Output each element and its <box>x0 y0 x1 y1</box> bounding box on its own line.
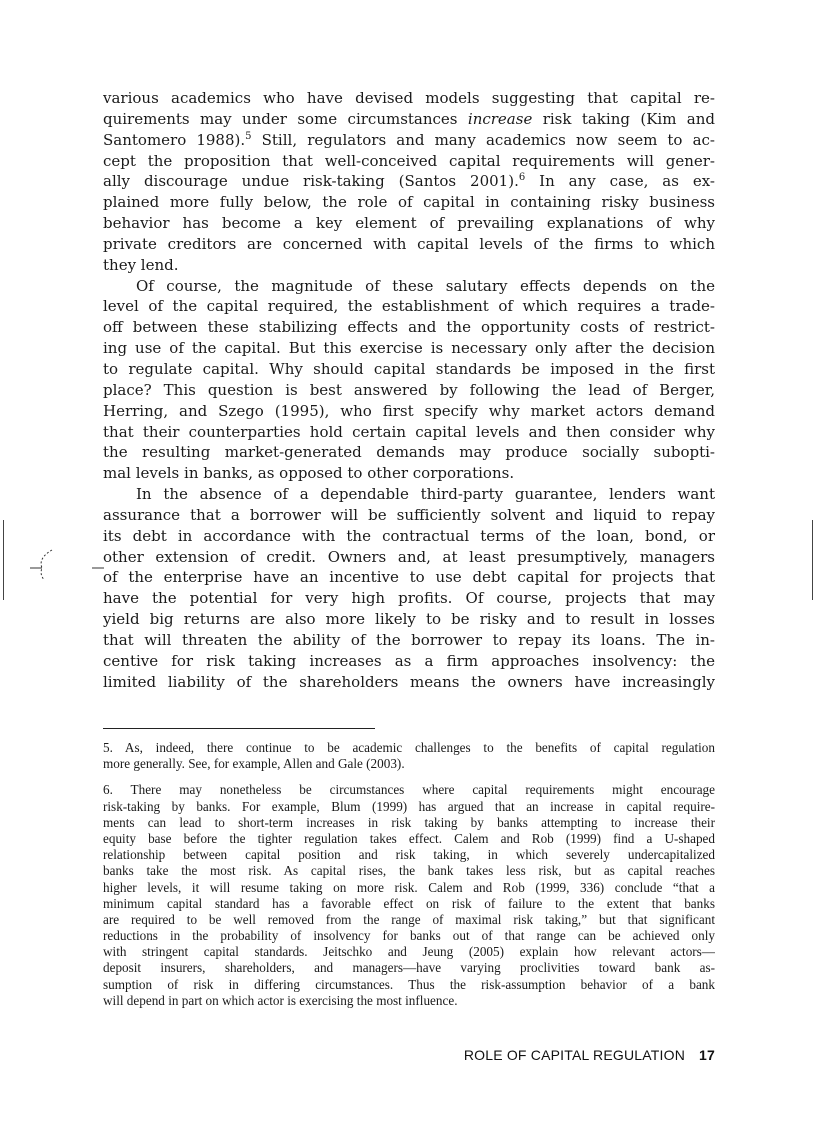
body-line <box>103 130 715 151</box>
footnote-line: risk-taking by banks. For example, Blum (1999) has argued that an increase in capital require- <box>103 798 715 814</box>
body-line: yield big returns are also more likely to be risky and to result in losses <box>103 610 715 629</box>
page-number: 17 <box>699 1047 715 1063</box>
line-segment: Santomero 1988). <box>103 130 246 149</box>
body-line: off between these stabilizing effects and the opportunity costs of restrict- <box>103 318 715 337</box>
body-line: plained more fully below, the role of capital in containing risky business <box>103 193 715 212</box>
right-margin-mark <box>812 520 813 600</box>
footnote-gap <box>103 772 715 782</box>
line-segment: Still, regulators and many academics now seem to ac- <box>251 130 715 149</box>
footnote-line: banks take the most risk. As capital rises, the bank takes less risk, but as capital reaches <box>103 863 715 879</box>
body-line <box>103 109 715 130</box>
body-line: mal levels in banks, as opposed to other corporations. <box>103 464 515 483</box>
body-line: behavior has become a key element of prevailing explanations of why <box>103 214 715 233</box>
body-line: they lend. <box>103 255 179 274</box>
footnote-line: relationship between capital position and risk taking, in which severely undercapitalized <box>103 847 715 863</box>
running-head: ROLE OF CAPITAL REGULATION <box>463 1047 686 1063</box>
footnote-line: minimum capital standard has a favorable effect on risk of failure to the extent that banks <box>103 895 715 911</box>
line-segment: risk taking (Kim and <box>532 109 715 128</box>
footnote-line: ments can lead to short-term increases in risk taking by banks attempting to increase their <box>103 814 715 830</box>
footnote-line: with stringent capital standards. Jeitschko and Jeung (2005) explain how relevant actors— <box>103 944 715 960</box>
line-segment: quirements may under some circumstances <box>103 109 468 128</box>
line-segment: In any case, as ex- <box>525 172 715 191</box>
body-line: cept the proposition that well-conceived capital requirements will gener- <box>103 151 715 170</box>
footnote-line: higher levels, it will resume taking on more risk. Calem and Rob (1999, 336) conclude “that a <box>103 879 715 895</box>
footnote-line: deposit insurers, shareholders, and managers—have varying proclivities toward bank as- <box>103 960 715 976</box>
footnote-line: 5. As, indeed, there continue to be academic challenges to the benefits of capital regulation <box>103 740 715 755</box>
body-line: In the absence of a dependable third-party guarantee, lenders want <box>136 485 715 504</box>
body-line: centive for risk taking increases as a firm approaches insolvency: the <box>103 651 715 670</box>
footnotes <box>103 740 715 1009</box>
footnote-line: sumption of risk in differing circumstances. Thus the risk-assumption behavior of a bank <box>103 976 715 992</box>
body-line: that will threaten the ability of the borrower to repay its loans. The in- <box>103 630 715 649</box>
footnote-ref[interactable]: 6 <box>518 172 526 184</box>
body-line: have the potential for very high profits. Of course, projects that may <box>103 589 715 608</box>
body-line: ing use of the capital. But this exercise is necessary only after the decision <box>103 339 715 358</box>
body-line: level of the capital required, the establishment of which requires a trade- <box>103 297 715 316</box>
binding-mark-icon <box>30 548 104 580</box>
body-line: place? This question is best answered by following the lead of Berger, <box>103 380 715 399</box>
left-margin-mark <box>3 520 4 600</box>
footnote-line: more generally. See, for example, Allen and Gale (2003). <box>103 756 405 772</box>
footnote-ref[interactable]: 5 <box>245 130 252 142</box>
body-line: to regulate capital. Why should capital standards be imposed in the first <box>103 359 715 378</box>
footnote-line: equity base before the tighter regulation takes effect. Calem and Rob (1999) find a U-shaped <box>103 830 715 846</box>
footnote-separator <box>103 728 375 729</box>
footnote-line: reductions in the probability of insolvency for banks out of that range can be achieved only <box>103 928 715 944</box>
footnote-line: are required to be well removed from the range of maximal risk taking,” but that significant <box>103 911 715 927</box>
body-line: its debt in accordance with the contractual terms of the loan, bond, or <box>103 526 715 545</box>
body-line: assurance that a borrower will be sufficiently solvent and liquid to repay <box>103 505 715 524</box>
body-line: Of course, the magnitude of these salutary effects depends on the <box>136 276 715 295</box>
body-line: limited liability of the shareholders means the owners have increasingly <box>103 672 715 691</box>
body-line: Herring, and Szego (1995), who first specify why market actors demand <box>103 401 715 420</box>
footnote-line: will depend in part on which actor is exercising the most influence. <box>103 992 458 1008</box>
body-line: other extension of credit. Owners and, at least presumptively, managers <box>103 547 715 566</box>
footnote-line: 6. There may nonetheless be circumstances where capital requirements might encourage <box>103 782 715 798</box>
body-text <box>103 88 715 692</box>
running-footer <box>440 1047 715 1063</box>
emphasis: increase <box>467 109 533 128</box>
body-line: that their counterparties hold certain capital levels and then consider why <box>103 422 715 441</box>
line-segment: ally discourage undue risk-taking (Santos 2001). <box>103 172 519 191</box>
body-line: the resulting market-generated demands may produce socially subopti- <box>103 443 715 462</box>
body-line: various academics who have devised models suggesting that capital re- <box>103 89 715 107</box>
body-line: of the enterprise have an incentive to use debt capital for projects that <box>103 568 715 587</box>
body-line <box>103 171 715 192</box>
body-line: private creditors are concerned with capital levels of the firms to which <box>103 234 715 253</box>
